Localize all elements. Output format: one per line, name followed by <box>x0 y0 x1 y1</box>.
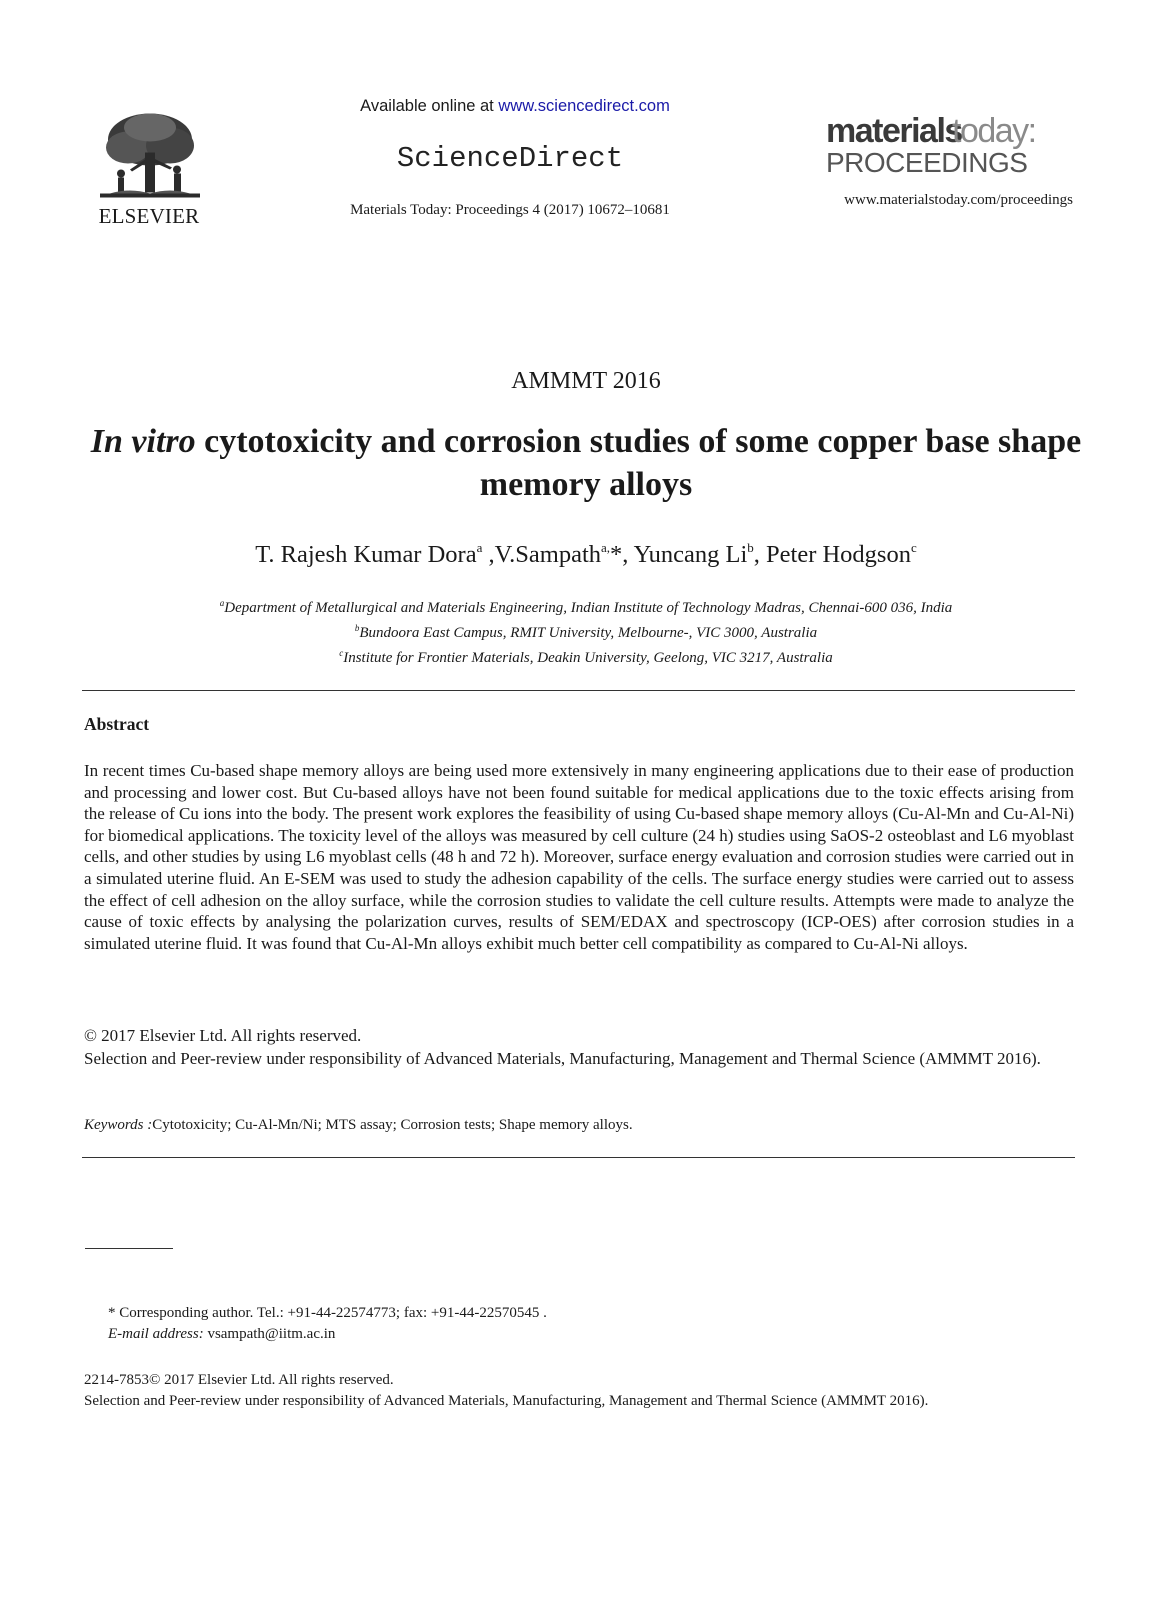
available-online <box>330 97 700 116</box>
logo-word-materials: materials <box>826 112 962 150</box>
email-label: E-mail address: <box>108 1326 204 1342</box>
title-rest: cytotoxicity and corrosion studies of some copper base shape memory alloys <box>195 423 1082 503</box>
corresponding-footnote <box>108 1303 547 1345</box>
platform-name: ScienceDirect <box>396 142 624 175</box>
affiliation-line <box>0 643 1172 668</box>
conference-name: AMMMT 2016 <box>511 368 661 394</box>
affil-mark: a <box>219 598 225 608</box>
author-list <box>0 540 1172 569</box>
affil-text: Bundoora East Campus, RMIT University, Melbourne-, VIC 3000, Australia <box>359 625 818 641</box>
corresponding-mark: * <box>610 541 623 568</box>
footnote-rule <box>85 1248 173 1249</box>
copyright-line: © 2017 Elsevier Ltd. All rights reserved. <box>84 1026 362 1045</box>
divider-top <box>82 690 1075 691</box>
affiliation-line <box>0 593 1172 618</box>
keywords-list: Cytotoxicity; Cu-Al-Mn/Ni; MTS assay; Corrosion tests; Shape memory alloys. <box>152 1117 633 1133</box>
author-name: Yuncang Li <box>633 541 748 568</box>
author-affil-mark: c <box>910 540 917 555</box>
peer-review-line: Selection and Peer-review under responsibility of Advanced Materials, Manufacturing, Management and Thermal Science (AMMMT 2016). <box>84 1049 1041 1068</box>
logo-word-today: today: <box>952 112 1036 150</box>
affil-text: Department of Metallurgical and Materials Engineering, Indian Institute of Technology Madras, Chennai-600 036, India <box>224 600 953 616</box>
footer-peer-review-line: Selection and Peer-review under responsibility of Advanced Materials, Manufacturing, Management and Thermal Science (AMMMT 2016). <box>84 1393 929 1409</box>
affiliations <box>0 593 1172 668</box>
author-affil-mark: a <box>476 540 483 555</box>
keywords-line <box>84 1117 1074 1134</box>
abstract-text: In recent times Cu-based shape memory alloys are being used more extensively in many engineering applications due to their ease of production and processing and lower cost. But Cu-based alloys have not been found suitable for medical applications due to the toxic effects arising from the release of Cu ions into the body. The present work explores the feasibility of using Cu-based shape memory alloys (Cu-Al-Mn and Cu-Al-Ni) for biomedical applications. The toxicity level of the alloys was measured by cell culture (24 h) studies using SaOS-2 osteoblast and L6 myoblast cells, and other studies by using L6 myoblast cells (48 h and 72 h). Moreover, surface energy evaluation and corrosion studies were carried out in a simulated uterine fluid. An E-SEM was used to study the adhesion capability of the cells. The surface energy studies were carried out to assess the effect of cell adhesion on the alloy surface, while the corrosion studies to validate the cell culture results. Attempts were made to analyze the cause of toxic effects by analysing the polarization curves, results of SEM/EDAX and spectroscopy (ICP-OES) after corrosion studies in a simulated uterine fluid. It was found that Cu-Al-Mn alloys exhibit much better cell compatibility as compared to Cu-Al-Ni alloys. <box>84 761 1074 953</box>
title-italic: In vitro <box>90 423 196 460</box>
publisher-name: ELSEVIER <box>98 204 200 228</box>
affil-text: Institute for Frontier Materials, Deakin University, Geelong, VIC 3217, Australia <box>343 650 833 666</box>
available-prefix: Available online at <box>360 97 499 115</box>
affil-mark: c <box>339 648 344 658</box>
sciencedirect-link[interactable]: www.sciencedirect.com <box>498 97 670 115</box>
author-affil-mark: a, <box>601 540 611 555</box>
author-name: V.Sampath <box>494 541 602 568</box>
keywords-label: Keywords : <box>84 1117 153 1133</box>
author-affil-mark: b <box>747 540 754 555</box>
email-line <box>108 1324 547 1345</box>
author-separator: , <box>622 541 634 568</box>
copyright-block <box>84 1024 1074 1070</box>
issn-footnote <box>84 1370 928 1412</box>
journal-url[interactable]: www.materialstoday.com/proceedings <box>844 192 1073 208</box>
affiliation-line <box>0 618 1172 643</box>
paper-title <box>60 420 1112 506</box>
materials-today-proceedings-logo <box>820 110 1070 180</box>
abstract-heading: Abstract <box>84 714 150 734</box>
email-address[interactable]: vsampath@iitm.ac.in <box>203 1326 336 1342</box>
author-name: T. Rajesh Kumar Dora <box>255 541 477 568</box>
issn-line: 2214-7853© 2017 Elsevier Ltd. All rights reserved. <box>84 1372 394 1388</box>
logo-word-proceedings: PROCEEDINGS <box>826 147 1028 178</box>
author-separator: , <box>482 541 495 568</box>
affil-mark: b <box>354 623 360 633</box>
author-name: Peter Hodgson <box>766 541 911 568</box>
journal-reference: Materials Today: Proceedings 4 (2017) 10672–10681 <box>350 202 670 218</box>
divider-bottom <box>82 1157 1075 1158</box>
corresponding-author-line: * Corresponding author. Tel.: +91-44-22574773; fax: +91-44-22570545 . <box>108 1305 547 1321</box>
author-separator: , <box>753 541 767 568</box>
